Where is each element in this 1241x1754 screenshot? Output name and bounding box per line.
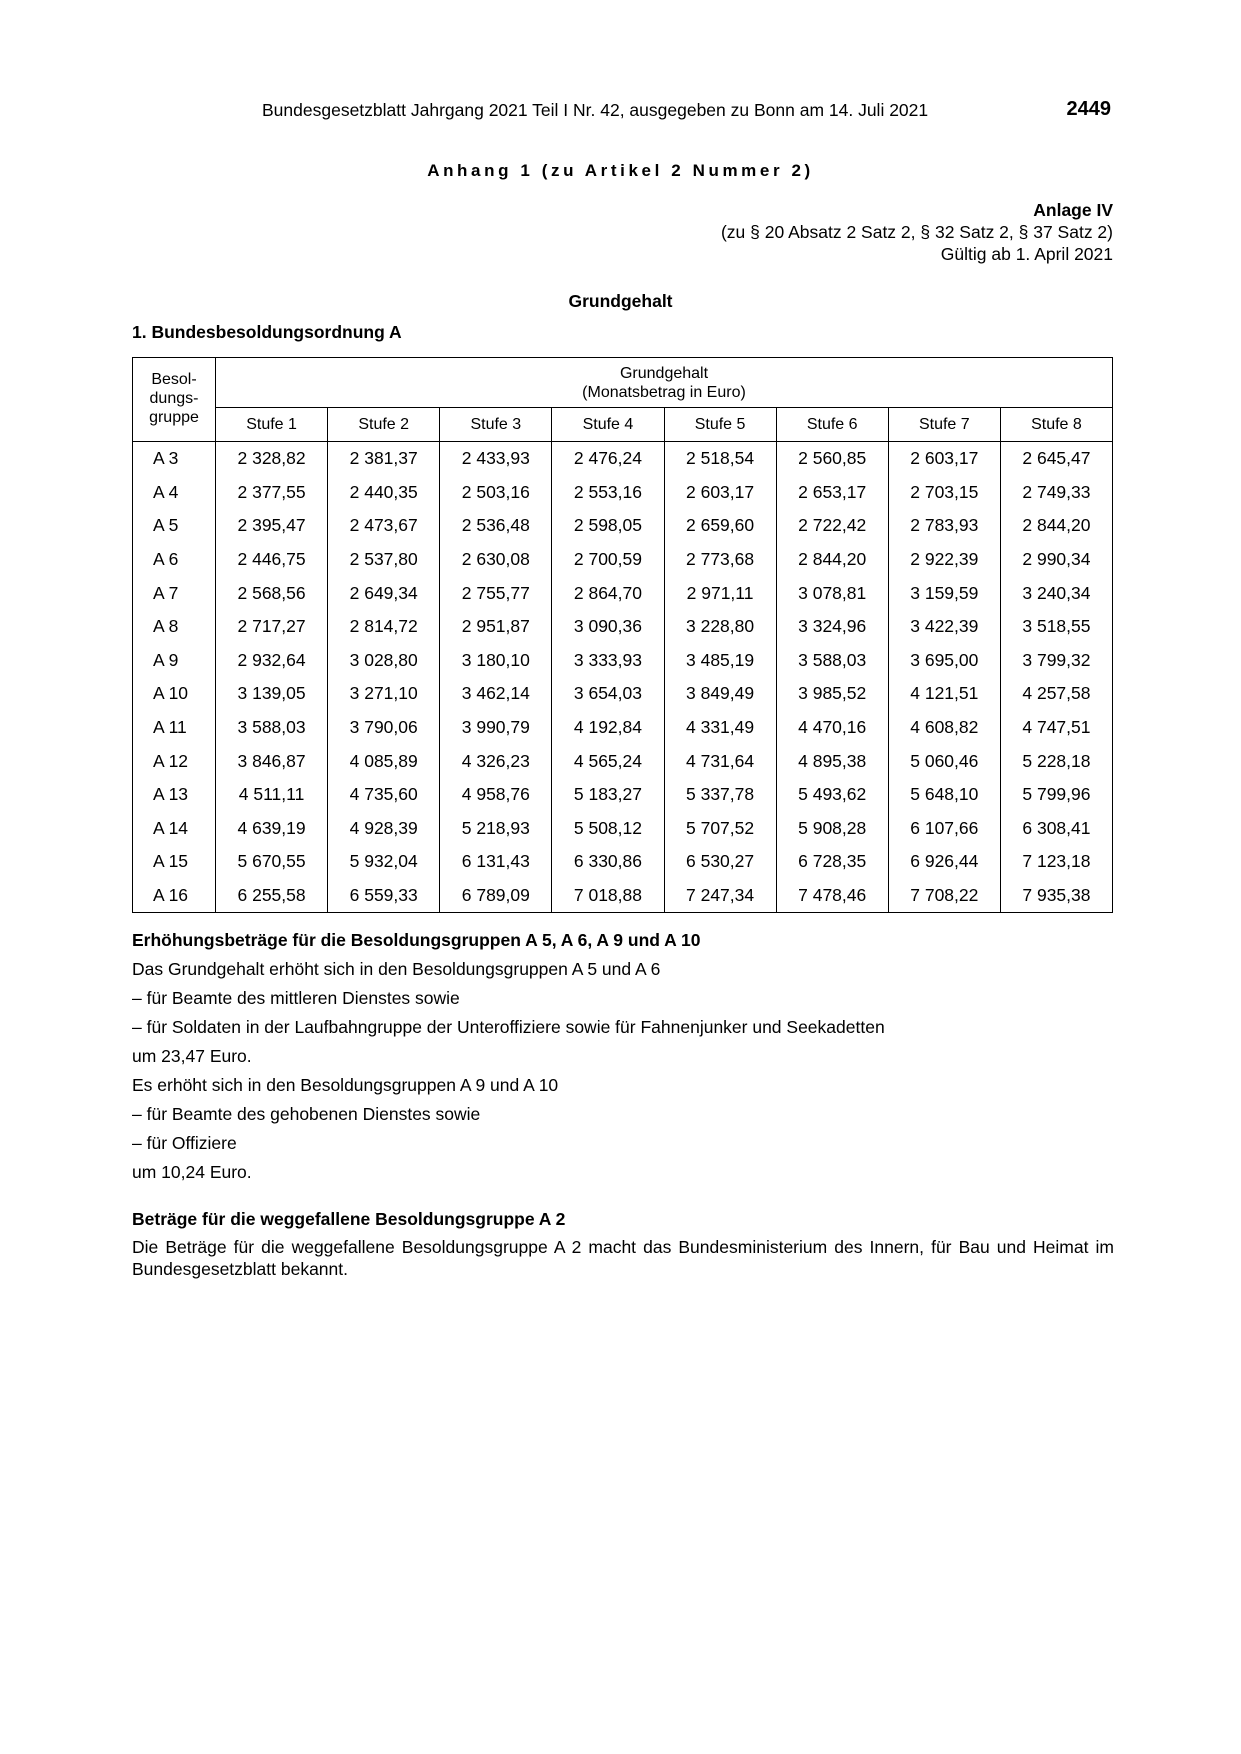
salary-cell: 2 328,82 [216,442,328,476]
salary-cell: 3 180,10 [440,644,552,678]
salary-cell: 2 537,80 [328,543,440,577]
increase-line: Das Grundgehalt erhöht sich in den Besoldungsgruppen A 5 und A 6 [132,959,661,979]
group-cell: A 13 [133,778,216,812]
group-cell: A 3 [133,442,216,476]
table-row [133,509,1113,543]
salary-cell: 5 060,46 [888,744,1000,778]
group-cell: A 5 [133,509,216,543]
stufe-column-header: Stufe 8 [1000,408,1112,442]
salary-cell: 5 670,55 [216,845,328,879]
salary-cell: 5 183,27 [552,778,664,812]
salary-cell: 3 518,55 [1000,610,1112,644]
salary-cell: 2 922,39 [888,543,1000,577]
salary-cell: 3 695,00 [888,644,1000,678]
salary-cell: 4 257,58 [1000,677,1112,711]
salary-cell: 3 090,36 [552,610,664,644]
anlage-valid-from: Gültig ab 1. April 2021 [940,244,1113,264]
salary-cell: 5 493,62 [776,778,888,812]
salary-cell: 2 703,15 [888,476,1000,510]
increase-section [132,926,1114,1187]
group-cell: A 16 [133,879,216,913]
removed-group-heading: Beträge für die weggefallene Besoldungsgruppe A 2 [132,1209,566,1229]
page-number: 2449 [1066,98,1111,120]
salary-cell: 5 218,93 [440,812,552,846]
salary-cell: 2 773,68 [664,543,776,577]
salary-cell: 2 440,35 [328,476,440,510]
publication-line: Bundesgesetzblatt Jahrgang 2021 Teil I Nr. 42, ausgegeben zu Bonn am 14. Juli 2021 [262,100,929,120]
increase-line: – für Offiziere [132,1133,237,1153]
anlage-reference: (zu § 20 Absatz 2 Satz 2, § 32 Satz 2, § 37 Satz 2) [720,222,1113,242]
salary-cell: 5 799,96 [1000,778,1112,812]
salary-cell: 2 503,16 [440,476,552,510]
salary-cell: 2 473,67 [328,509,440,543]
group-cell: A 8 [133,610,216,644]
salary-cell: 2 749,33 [1000,476,1112,510]
group-cell: A 11 [133,711,216,745]
salary-cell: 3 985,52 [776,677,888,711]
group-header-line: gruppe [149,409,199,426]
salary-cell: 5 337,78 [664,778,776,812]
salary-cell: 4 121,51 [888,677,1000,711]
salary-cell: 5 932,04 [328,845,440,879]
salary-table-body [133,442,1113,913]
salary-cell: 2 864,70 [552,576,664,610]
group-cell: A 9 [133,644,216,678]
table-row [133,812,1113,846]
salary-cell: 2 598,05 [552,509,664,543]
salary-cell: 6 107,66 [888,812,1000,846]
salary-cell: 3 485,19 [664,644,776,678]
salary-table [132,357,1113,913]
salary-cell: 2 844,20 [1000,509,1112,543]
salary-cell: 6 131,43 [440,845,552,879]
salary-cell: 3 654,03 [552,677,664,711]
salary-cell: 3 588,03 [776,644,888,678]
table-row [133,442,1113,476]
group-cell: A 6 [133,543,216,577]
salary-cell: 6 926,44 [888,845,1000,879]
salary-cell: 7 018,88 [552,879,664,913]
stufe-header-row [133,408,1113,442]
salary-cell: 2 700,59 [552,543,664,577]
table-row [133,778,1113,812]
salary-cell: 2 990,34 [1000,543,1112,577]
salary-cell: 6 308,41 [1000,812,1112,846]
salary-cell: 2 649,34 [328,576,440,610]
salary-cell: 3 159,59 [888,576,1000,610]
table-header-row [133,358,1113,408]
salary-cell: 2 844,20 [776,543,888,577]
anlage-title: Anlage IV [1033,200,1113,220]
stufe-column-header: Stufe 3 [440,408,552,442]
salary-cell: 2 717,27 [216,610,328,644]
salary-cell: 5 228,18 [1000,744,1112,778]
increase-line: um 23,47 Euro. [132,1046,252,1066]
salary-cell: 4 565,24 [552,744,664,778]
section-heading: Grundgehalt [568,291,673,311]
group-cell: A 10 [133,677,216,711]
salary-cell: 6 330,86 [552,845,664,879]
increase-heading: Erhöhungsbeträge für die Besoldungsgruppen A 5, A 6, A 9 und A 10 [132,930,701,950]
stufe-column-header: Stufe 2 [328,408,440,442]
salary-cell: 3 790,06 [328,711,440,745]
salary-cell: 3 990,79 [440,711,552,745]
salary-cell: 4 735,60 [328,778,440,812]
increase-line: Es erhöht sich in den Besoldungsgruppen A 9 und A 10 [132,1075,559,1095]
table-row [133,711,1113,745]
table-row [133,644,1113,678]
group-header-line: Besol- [151,371,197,388]
salary-cell: 2 603,17 [888,442,1000,476]
grundgehalt-header [216,358,1113,408]
salary-cell: 4 928,39 [328,812,440,846]
anlage-block [721,199,1113,265]
salary-cell: 5 707,52 [664,812,776,846]
table-row [133,610,1113,644]
salary-cell: 2 568,56 [216,576,328,610]
salary-cell: 4 895,38 [776,744,888,778]
salary-cell: 2 560,85 [776,442,888,476]
salary-cell: 3 799,32 [1000,644,1112,678]
salary-cell: 2 446,75 [216,543,328,577]
stufe-column-header: Stufe 6 [776,408,888,442]
group-column-header [133,358,216,442]
salary-cell: 3 240,34 [1000,576,1112,610]
salary-cell: 2 653,17 [776,476,888,510]
salary-cell: 2 518,54 [664,442,776,476]
salary-cell: 2 476,24 [552,442,664,476]
salary-cell: 2 395,47 [216,509,328,543]
salary-cell: 3 588,03 [216,711,328,745]
removed-group-text: Die Beträge für die weggefallene Besoldungsgruppe A 2 macht das Bundesministerium des Innern, für Bau und Heimat im Bundesgesetzblatt bekannt. [132,1237,1114,1279]
salary-cell: 2 722,42 [776,509,888,543]
group-cell: A 14 [133,812,216,846]
salary-cell: 7 935,38 [1000,879,1112,913]
group-header-line: dungs- [149,390,199,407]
stufe-column-header: Stufe 1 [216,408,328,442]
group-cell: A 15 [133,845,216,879]
salary-cell: 3 228,80 [664,610,776,644]
salary-cell: 7 247,34 [664,879,776,913]
salary-cell: 4 747,51 [1000,711,1112,745]
increase-line: – für Beamte des gehobenen Dienstes sowie [132,1104,481,1124]
salary-cell: 7 708,22 [888,879,1000,913]
salary-cell: 4 085,89 [328,744,440,778]
group-cell: A 12 [133,744,216,778]
grundgehalt-header-line: Grundgehalt [619,364,709,382]
salary-cell: 4 731,64 [664,744,776,778]
increase-line: – für Soldaten in der Laufbahngruppe der Unteroffiziere sowie für Fahnenjunker und Seekadetten [132,1017,885,1037]
salary-cell: 4 192,84 [552,711,664,745]
salary-cell: 4 511,11 [216,778,328,812]
salary-cell: 4 639,19 [216,812,328,846]
salary-cell: 6 728,35 [776,845,888,879]
salary-cell: 2 630,08 [440,543,552,577]
salary-cell: 7 478,46 [776,879,888,913]
salary-cell: 3 271,10 [328,677,440,711]
table-row [133,543,1113,577]
group-cell: A 7 [133,576,216,610]
salary-cell: 3 333,93 [552,644,664,678]
salary-cell: 3 422,39 [888,610,1000,644]
salary-cell: 6 559,33 [328,879,440,913]
salary-cell: 2 433,93 [440,442,552,476]
sub-heading: 1. Bundesbesoldungsordnung A [132,322,402,342]
table-row [133,677,1113,711]
salary-cell: 2 553,16 [552,476,664,510]
salary-cell: 2 603,17 [664,476,776,510]
salary-cell: 4 470,16 [776,711,888,745]
salary-cell: 4 326,23 [440,744,552,778]
salary-cell: 2 659,60 [664,509,776,543]
salary-cell: 5 508,12 [552,812,664,846]
group-cell: A 4 [133,476,216,510]
salary-cell: 2 377,55 [216,476,328,510]
salary-cell: 4 608,82 [888,711,1000,745]
salary-cell: 2 783,93 [888,509,1000,543]
grundgehalt-header-line: (Monatsbetrag in Euro) [582,383,746,401]
salary-cell: 3 078,81 [776,576,888,610]
salary-cell: 2 536,48 [440,509,552,543]
table-row [133,845,1113,879]
table-row [133,744,1113,778]
stufe-column-header: Stufe 5 [664,408,776,442]
salary-cell: 3 849,49 [664,677,776,711]
salary-cell: 7 123,18 [1000,845,1112,879]
appendix-title: Anhang 1 (zu Artikel 2 Nummer 2) [427,161,814,180]
salary-cell: 4 331,49 [664,711,776,745]
table-row [133,476,1113,510]
salary-cell: 2 932,64 [216,644,328,678]
salary-cell: 2 645,47 [1000,442,1112,476]
salary-cell: 2 951,87 [440,610,552,644]
table-row [133,879,1113,913]
salary-cell: 2 971,11 [664,576,776,610]
table-row [133,576,1113,610]
salary-cell: 2 381,37 [328,442,440,476]
salary-cell: 6 530,27 [664,845,776,879]
removed-group-section [132,1205,1114,1280]
salary-cell: 2 755,77 [440,576,552,610]
increase-line: – für Beamte des mittleren Dienstes sowie [132,988,460,1008]
salary-cell: 6 255,58 [216,879,328,913]
salary-cell: 3 028,80 [328,644,440,678]
salary-cell: 4 958,76 [440,778,552,812]
salary-cell: 3 462,14 [440,677,552,711]
increase-line: um 10,24 Euro. [132,1162,252,1182]
salary-cell: 6 789,09 [440,879,552,913]
salary-cell: 2 814,72 [328,610,440,644]
salary-cell: 5 648,10 [888,778,1000,812]
salary-cell: 3 324,96 [776,610,888,644]
salary-cell: 3 139,05 [216,677,328,711]
stufe-column-header: Stufe 4 [552,408,664,442]
salary-cell: 3 846,87 [216,744,328,778]
salary-cell: 5 908,28 [776,812,888,846]
stufe-column-header: Stufe 7 [888,408,1000,442]
